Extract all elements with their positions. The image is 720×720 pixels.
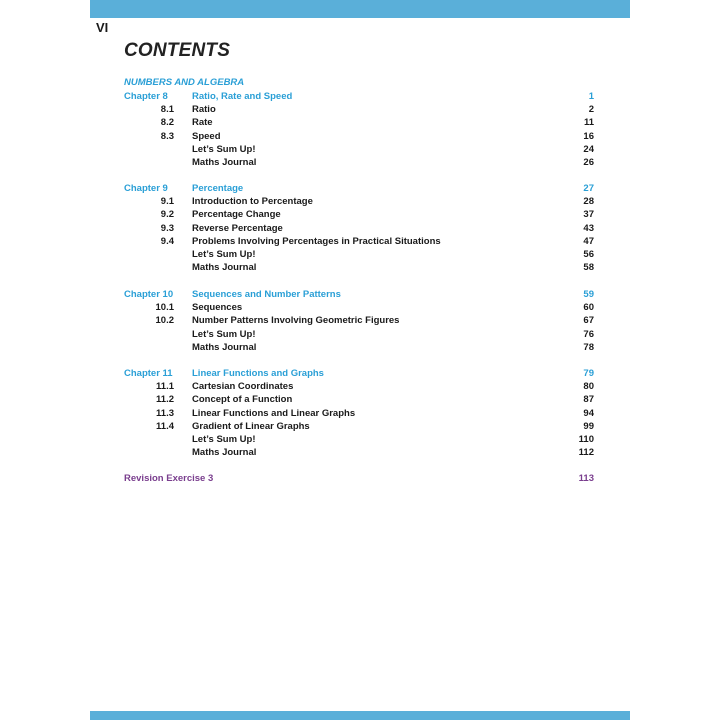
toc-item-row — [124, 222, 594, 235]
toc-number: Chapter 8 — [124, 91, 168, 102]
toc-page: 24 — [583, 143, 594, 155]
toc-title: Introduction to Percentage — [192, 196, 313, 208]
page-number: VI — [96, 20, 109, 35]
toc-page: 78 — [583, 341, 594, 353]
toc-number: 9.2 — [160, 209, 174, 221]
toc-number: 9.3 — [160, 222, 174, 234]
toc-title: Rate — [192, 117, 213, 129]
toc-item-row — [124, 208, 594, 221]
toc-page: 37 — [583, 209, 594, 221]
toc-number: Chapter 9 — [124, 183, 168, 194]
revision-row — [124, 472, 594, 485]
toc-number: 10.1 — [155, 302, 174, 314]
toc-item-row — [124, 328, 594, 341]
page-title: CONTENTS — [124, 40, 231, 61]
toc-page: 80 — [583, 381, 594, 393]
toc-item-row — [124, 314, 594, 327]
toc-title: Let’s Sum Up! — [192, 434, 256, 445]
toc-title: Linear Functions and Linear Graphs — [192, 407, 356, 419]
toc-item-row — [124, 248, 594, 261]
toc-title: Speed — [192, 130, 221, 142]
toc-page: 113 — [578, 473, 594, 484]
toc-title: Maths Journal — [192, 341, 257, 353]
toc-page: 2 — [588, 104, 594, 116]
toc-number: Revision Exercise 3 — [124, 473, 214, 484]
toc-number: 9.1 — [160, 196, 174, 208]
toc-number: 11.4 — [156, 420, 174, 432]
toc-title: Let’s Sum Up! — [192, 249, 256, 260]
toc-title: Ratio, Rate and Speed — [192, 91, 293, 102]
toc-item-row — [124, 195, 594, 208]
toc-page: 94 — [583, 407, 594, 419]
toc-item-row — [124, 130, 594, 143]
toc-item-row — [124, 446, 594, 459]
toc-page: 76 — [583, 328, 594, 340]
chapter-row — [124, 90, 594, 103]
toc-item-row — [124, 143, 594, 156]
toc-item-row — [124, 420, 594, 433]
toc-number: 11.3 — [156, 407, 174, 419]
toc-page: 60 — [583, 302, 594, 314]
toc-page: 43 — [583, 222, 594, 234]
toc-title: Concept of a Function — [192, 394, 293, 406]
toc-page: 58 — [583, 262, 594, 274]
toc-item-row — [124, 301, 594, 314]
toc-number: 8.2 — [160, 117, 174, 129]
chapter-row — [124, 288, 594, 301]
toc-page: 11 — [583, 117, 594, 129]
toc-title: Let’s Sum Up! — [192, 328, 256, 340]
toc-item-row — [124, 341, 594, 354]
toc-page: 26 — [583, 157, 594, 168]
toc-title: Percentage Change — [192, 209, 281, 221]
toc-item-row — [124, 380, 594, 393]
toc-item-row — [124, 235, 594, 248]
toc-page: 99 — [583, 420, 594, 432]
toc-title: Ratio — [192, 104, 216, 116]
toc-title: Reverse Percentage — [192, 222, 283, 234]
toc-item-row — [124, 407, 594, 420]
toc-page: 112 — [578, 447, 594, 459]
toc-title: Sequences — [192, 302, 243, 314]
toc-page: 28 — [583, 196, 594, 208]
toc-page: 67 — [583, 315, 594, 327]
toc-number: 8.3 — [160, 130, 174, 142]
toc-page: 56 — [583, 249, 594, 260]
toc-item-row — [124, 393, 594, 406]
toc-number: 9.4 — [160, 235, 174, 247]
toc-title: Maths Journal — [192, 262, 257, 274]
toc-item-row — [124, 156, 594, 169]
toc-title: Problems Involving Percentages in Practical Situations — [192, 235, 441, 247]
toc-number: Chapter 10 — [124, 289, 174, 300]
toc-item-row — [124, 116, 594, 129]
toc-number: 10.2 — [155, 315, 174, 327]
toc-page: 1 — [588, 91, 594, 102]
section-heading: NUMBERS AND ALGEBRA — [124, 77, 245, 88]
toc-page: 59 — [583, 289, 594, 300]
toc-title: Number Patterns Involving Geometric Figures — [192, 315, 400, 327]
toc-title: Maths Journal — [192, 447, 257, 459]
toc-number: 8.1 — [160, 104, 174, 116]
toc-number: 11.2 — [156, 394, 174, 406]
toc-page: 27 — [583, 183, 594, 194]
toc-page: 87 — [583, 394, 594, 406]
toc-page: 110 — [578, 434, 594, 445]
toc-title: Linear Functions and Graphs — [192, 368, 324, 379]
toc-number: Chapter 11 — [124, 368, 173, 379]
toc-title: Cartesian Coordinates — [192, 381, 294, 393]
toc-title: Gradient of Linear Graphs — [192, 420, 310, 432]
chapter-row — [124, 367, 594, 380]
top-color-band — [90, 0, 630, 18]
toc-title: Maths Journal — [192, 157, 257, 168]
toc-item-row — [124, 433, 594, 446]
toc-item-row — [124, 261, 594, 274]
toc-page: 16 — [583, 130, 594, 142]
bottom-color-band — [90, 711, 630, 720]
toc-page: 47 — [583, 235, 594, 247]
toc-title: Percentage — [192, 183, 244, 194]
chapter-row — [124, 182, 594, 195]
toc-item-row — [124, 103, 594, 116]
toc-number: 11.1 — [156, 381, 174, 393]
toc-title: Let’s Sum Up! — [192, 143, 256, 155]
toc-page: 79 — [583, 368, 594, 379]
toc-title: Sequences and Number Patterns — [192, 289, 341, 300]
